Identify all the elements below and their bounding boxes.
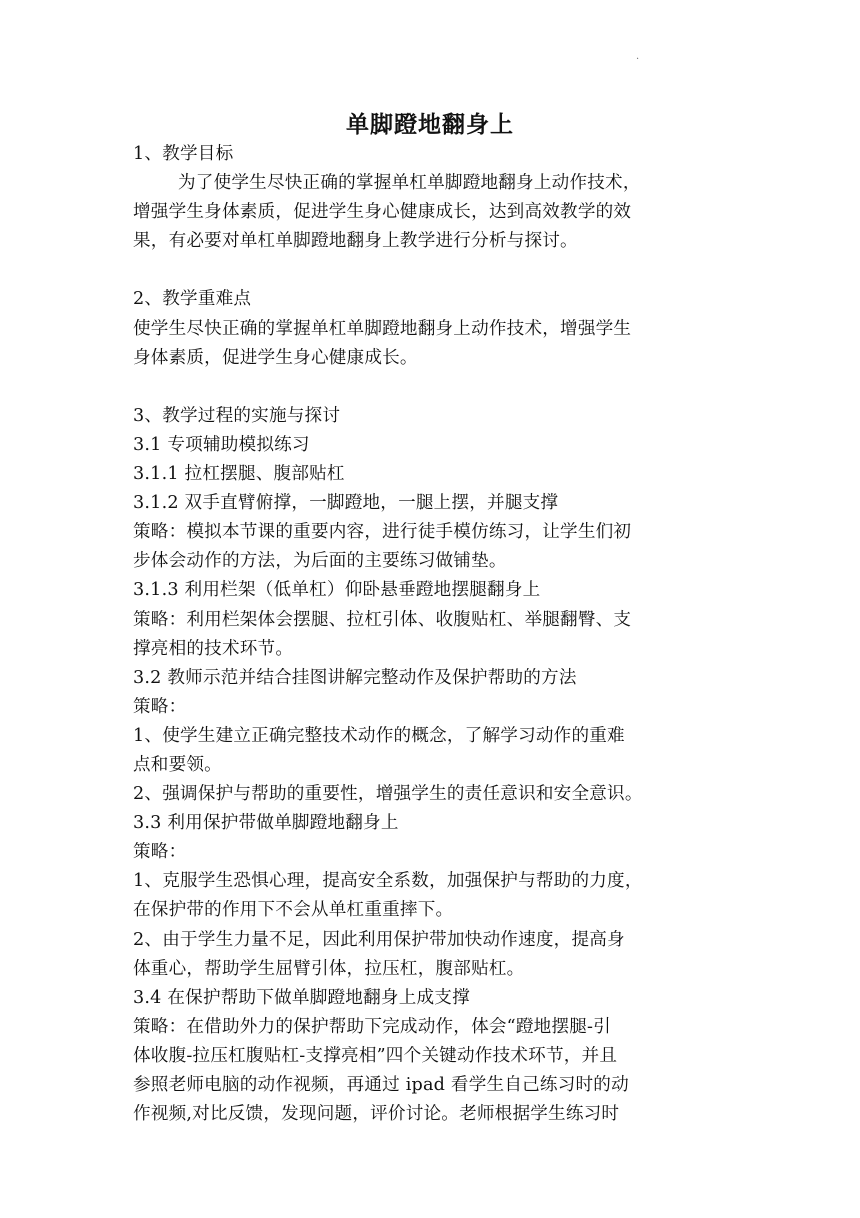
paragraph-line: 为了使学生尽快正确的掌握单杠单脚蹬地翻身上动作技术， (178, 173, 641, 194)
subsection-heading: 3.1 专项辅助模拟练习 (133, 434, 310, 455)
section-heading: 1、教学目标 (133, 144, 234, 164)
document-body (133, 140, 731, 1129)
paragraph-line: 身体素质，促进学生身心健康成长。 (133, 347, 418, 368)
strategy-line: 策略：利用栏架体会摆腿、拉杠引体、收腹贴杠、举腿翻臀、支 (133, 609, 632, 630)
list-item-line: 2、强调保护与帮助的重要性，增强学生的责任意识和安全意识。 (133, 784, 643, 805)
subsection-heading: 3.4 在保护帮助下做单脚蹬地翻身上成支撑 (133, 987, 470, 1008)
paragraph-line: 增强学生身体素质，促进学生身心健康成长，达到高效教学的效 (133, 202, 632, 223)
strategy-line: 体收腹-拉压杠腹贴杠-支撑亮相”四个关键动作技术环节，并且 (133, 1045, 618, 1066)
subsection-heading: 3.1.3 利用栏架（低单杠）仰卧悬垂蹬地摆腿翻身上 (133, 580, 541, 601)
list-item-line: 1、使学生建立正确完整技术动作的概念，了解学习动作的重难 (133, 725, 625, 746)
strategy-line: 步体会动作的方法，为后面的主要练习做铺垫。 (133, 551, 507, 572)
section-heading: 2、教学重难点 (133, 289, 252, 310)
list-item-line: 1、克服学生恐惧心理，提高安全系数，加强保护与帮助的力度， (133, 871, 643, 892)
strategy-line: 参照老师电脑的动作视频，再通过 ipad 看学生自己练习时的动 (133, 1075, 629, 1095)
list-item-line: 在保护带的作用下不会从单杠重重摔下。 (133, 900, 454, 921)
document-title: 单脚蹬地翻身上 (346, 111, 514, 138)
blank-line (133, 256, 731, 285)
subsection-heading: 3.1.1 拉杠摆腿、腹部贴杠 (133, 464, 345, 485)
subsection-heading: 3.1.2 双手直臂俯撑，一脚蹬地，一腿上摆，并腿支撑 (133, 493, 559, 514)
strategy-line: 策略：模拟本节课的重要内容，进行徒手模仿练习，让学生们初 (133, 522, 632, 543)
header-mark: · (636, 54, 640, 65)
paragraph-line: 使学生尽快正确的掌握单杠单脚蹬地翻身上动作技术，增强学生 (133, 318, 632, 339)
strategy-label: 策略： (133, 842, 187, 863)
list-item-line: 2、由于学生力量不足，因此利用保护带加快动作速度，提高身 (133, 929, 625, 950)
blank-line (133, 373, 731, 402)
strategy-line: 作视频,对比反馈，发现问题，评价讨论。老师根据学生练习时 (133, 1104, 620, 1125)
strategy-line: 策略：在借助外力的保护帮助下完成动作，体会“蹬地摆腿-引 (133, 1016, 611, 1037)
list-item-line: 体重心，帮助学生屈臂引体，拉压杠，腹部贴杠。 (133, 958, 525, 979)
section-heading: 3、教学过程的实施与探讨 (133, 405, 341, 426)
subsection-heading: 3.3 利用保护带做单脚蹬地翻身上 (133, 813, 399, 834)
list-item-line: 点和要领。 (133, 754, 222, 775)
strategy-label: 策略： (133, 696, 187, 717)
paragraph-line: 果，有必要对单杠单脚蹬地翻身上教学进行分析与探讨。 (133, 231, 578, 252)
subsection-heading: 3.2 教师示范并结合挂图讲解完整动作及保护帮助的方法 (133, 667, 577, 688)
strategy-line: 撑亮相的技术环节。 (133, 638, 294, 659)
